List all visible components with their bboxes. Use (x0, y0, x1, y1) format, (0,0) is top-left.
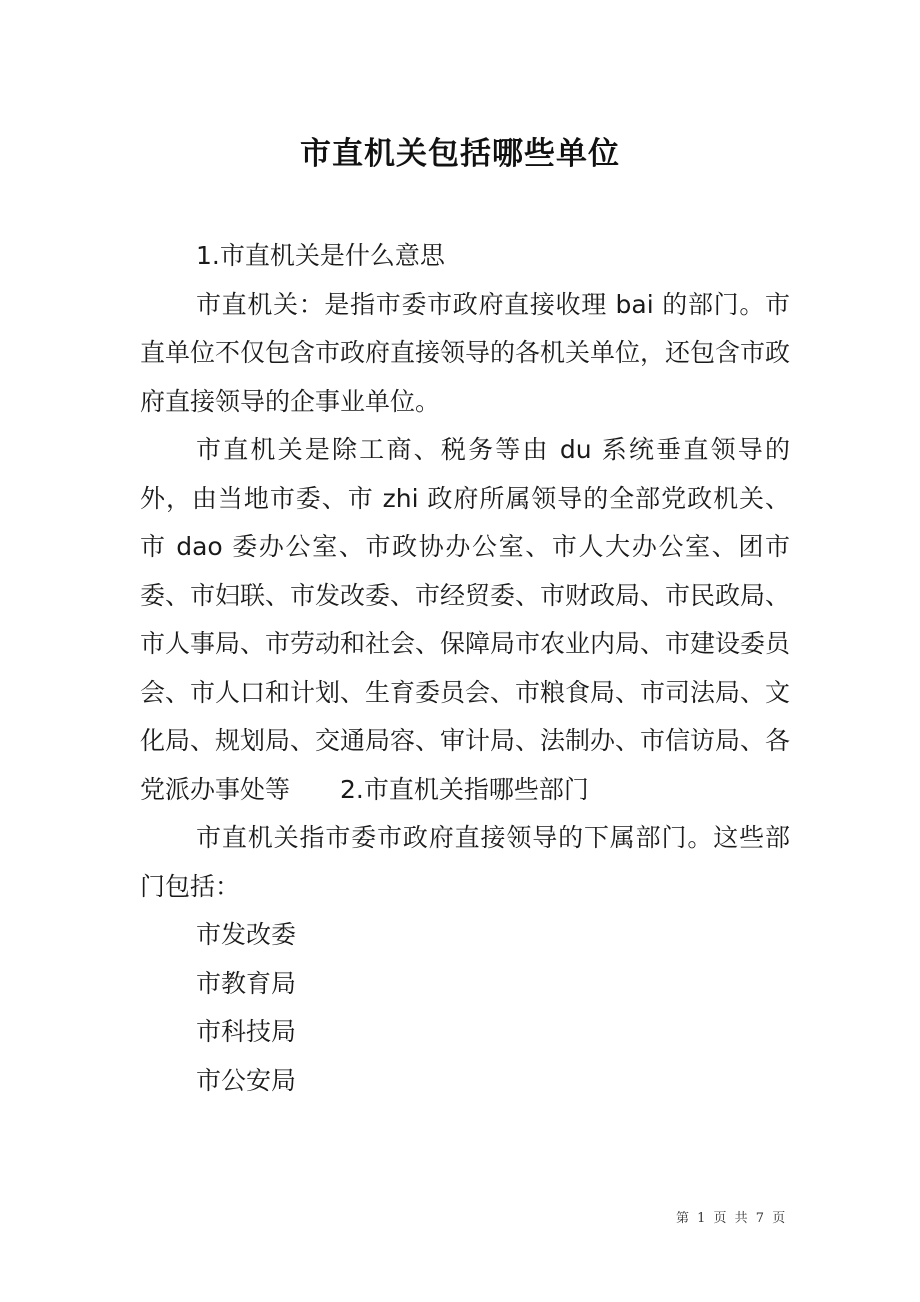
paragraph-1: 市直机关：是指市委市政府直接收理 bai 的部门。市直单位不仅包含市政府直接领导的各机关单位，还包含市政府直接领导的企事业单位。 (140, 289, 791, 416)
list-item: 市发改委 (196, 920, 297, 949)
list-item: 市教育局 (196, 968, 297, 998)
paragraph-2: 市直机关是除工商、税务等由 du 系统垂直领导的外，由当地市委、市 zhi 政府所属领导的全部党政机关、市 dao 委办公室、市政协办公室、市人大办公室、团市委、市妇联、市发改委、市经贸委、市财政局、市民政局、市人事局、市劳动和社会、保障局市农业内局、市建设委员会、市人口和计划、生育委员会、市粮食局、市司法局、文化局、规划局、交通局容、审计局、法制办、市信访局、各党派办事处等 2.市直机关指哪些部门 (140, 435, 791, 804)
page-number: 第 1 页 共 7 页 (676, 1211, 788, 1226)
paragraph-3: 市直机关指市委市政府直接领导的下属部门。这些部门包括： (140, 823, 790, 901)
document-body (140, 232, 790, 1105)
list-item: 市公安局 (196, 1065, 297, 1095)
document-title: 市直机关包括哪些单位 (300, 136, 620, 172)
section-heading: 1.市直机关是什么意思 (196, 241, 445, 270)
list-item: 市科技局 (196, 1017, 297, 1046)
